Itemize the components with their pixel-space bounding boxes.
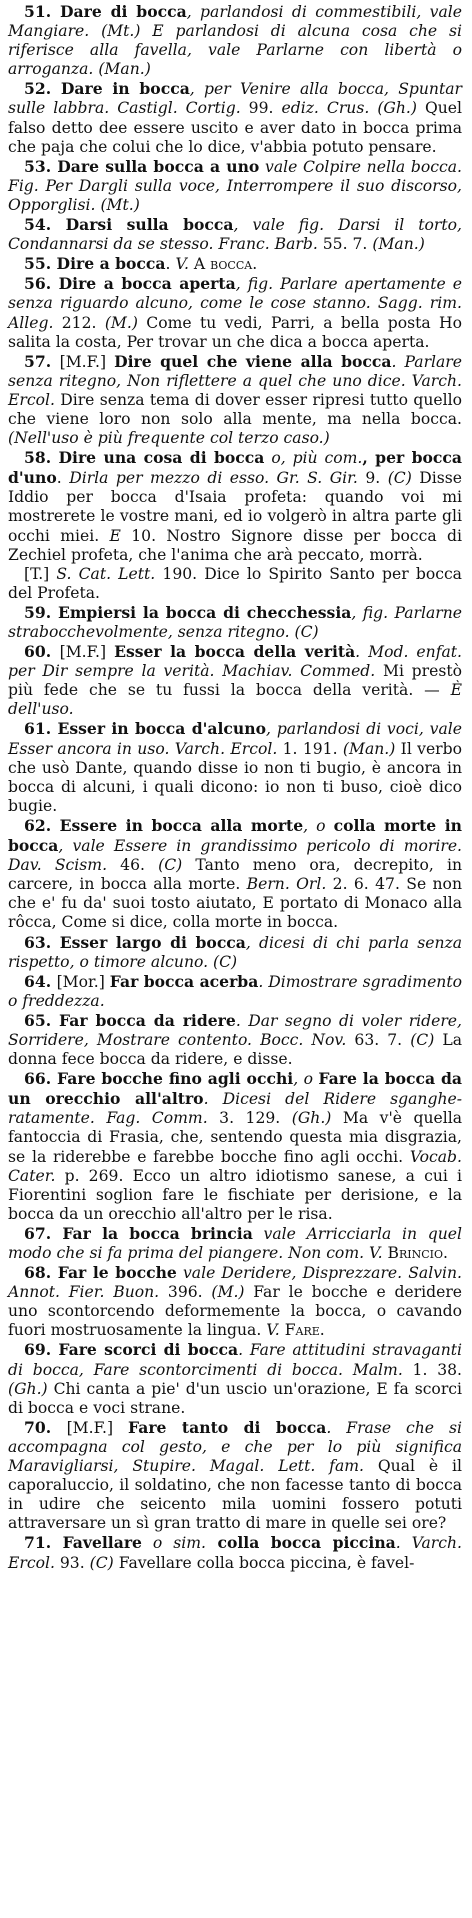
entry-text-segment: (M.) — [104, 313, 138, 332]
dictionary-entry — [8, 972, 462, 1011]
entry-text-segment: 1. 191. — [277, 739, 343, 758]
entry-text-segment: Il verbo che usò Dante, quando disse io non ti bugio, è ancora in bocca di alcuni, i quali dicono: io non ti buso, cioè dico bugie. — [8, 739, 462, 815]
entry-text-segment: Fare la bocca da un orecchio all'altro — [8, 1069, 463, 1109]
entry-text-segment: 61. Esser in bocca d'alcuno — [24, 719, 266, 739]
entry-text-segment: (C) — [410, 1030, 435, 1049]
dictionary-entry — [8, 254, 462, 274]
entry-text-segment: . Parlare senza ritegno, Non riflettere a quel che uno dice. Varch. Ercol. — [8, 352, 462, 409]
dictionary-entry — [8, 642, 462, 719]
entry-text-segment: Disse Iddio per bocca d'Isaia profeta: quando voi mi mostrerete le vostre mani, ed io volgerò in altra parte gli occhi miei. — [8, 469, 463, 545]
dictionary-entry — [8, 933, 462, 972]
entry-text-segment: 99. — [240, 99, 282, 118]
entry-text-segment: 57. — [24, 351, 60, 371]
dictionary-entry — [8, 1263, 462, 1340]
entry-text-segment: 65. Far bocca da ridere — [24, 1010, 236, 1030]
entry-text-segment: 60. — [24, 642, 60, 662]
entry-text-segment: E parlandosi di alcuna cosa che si riferisce alla favella, vale Parlarne con libertà o arroganza. (Man.) — [8, 22, 462, 79]
entry-text-segment: 55. 7. — [317, 235, 373, 254]
dictionary-entry — [8, 274, 462, 351]
entry-text-segment: , per Venire alla bocca, Spuntar sulle labbra. Castigl. Cortig. — [8, 80, 462, 118]
dictionary-entry — [8, 816, 462, 933]
entry-text-segment: (Nell'uso è più frequente col terzo caso.) — [8, 429, 330, 448]
entry-text-segment: 46. — [107, 856, 159, 875]
entry-text-segment: 67. Far la bocca brincia — [24, 1223, 253, 1243]
entry-text-segment: colla bocca piccina — [206, 1533, 396, 1553]
dictionary-entry — [8, 157, 462, 215]
entry-text-segment: . Mod. enfat. per Dir sempre la verità. Machiav. Commed. — [8, 643, 462, 681]
entry-text-segment: Esser la bocca della verità — [114, 642, 356, 662]
entry-text-segment: (C) — [89, 1553, 114, 1572]
entry-text-segment: Dire senza tema di dover esser ripresi tutto quello che viene loro non solo alla mente, ma nella bocca. — [8, 390, 462, 428]
entry-text-segment: , fig. Parlarne strabocchevolmente, senza ritegno. (C) — [8, 603, 462, 641]
entry-text-segment: V. — [266, 1321, 280, 1340]
entry-text-segment: . Dicesi del Ridere sgangheratamente. Fag. Comm. — [8, 1090, 462, 1128]
entry-text-segment: Brincio. — [382, 1244, 448, 1262]
entry-text-segment: [M.F.] — [66, 1418, 129, 1437]
dictionary-entry — [8, 215, 462, 254]
entry-text-segment: [Mor.] — [56, 972, 110, 991]
entry-text-segment — [140, 22, 152, 40]
dictionary-entry — [8, 1069, 462, 1224]
entry-text-segment: Fare tanto di bocca — [128, 1417, 327, 1437]
entry-text-segment: (M.) — [211, 1283, 245, 1302]
entry-text-segment: 71. Favellare — [24, 1533, 142, 1553]
entry-text-segment: Ma v'è quella fantoccia di Frasia, che, sentendo questa mia disgrazia, se la riderebbe e farebbe bocche fino agli occhi. — [8, 1109, 462, 1166]
entry-text-segment: , parlandosi di voci, vale Esser ancora in uso. Varch. Ercol. — [8, 720, 462, 758]
entry-text-segment: , per bocca d'uno — [8, 448, 462, 488]
entry-text-segment: 69. Fare scorci di bocca — [24, 1340, 239, 1360]
entry-text-segment: (Man.) — [372, 235, 425, 254]
entry-text-segment: . — [56, 469, 70, 488]
entry-text-segment: . Dimostrare sgradimento o freddezza. — [8, 972, 462, 1010]
entry-text-segment: vale Deridere, Disprezzare. Salvin. Annot. Fier. Buon. — [8, 1264, 462, 1302]
entry-text-segment: 70. — [24, 1417, 67, 1437]
entry-text-segment: 66. Fare bocche fino agli occhi — [24, 1069, 294, 1089]
entry-text-segment: Chi canta a pie' d'un uscio un'orazione, E fa scorci di bocca e voci strane. — [8, 1379, 462, 1417]
entry-text-segment: E — [109, 526, 121, 545]
entry-text-segment: 56. Dire a bocca aperta — [24, 274, 236, 294]
entry-text-segment: , dicesi di chi parla senza rispetto, o timore alcuno. (C) — [8, 933, 463, 971]
entry-text-segment: vale Colpire nella bocca. — [259, 157, 463, 176]
entry-text-segment: , vale Essere in grandissimo pericolo di morire. Dav. Scism. — [8, 837, 462, 875]
entry-text-segment: V. — [369, 1244, 383, 1262]
entry-text-segment: 58. Dire una cosa di bocca — [24, 448, 265, 468]
entry-text-segment: 9. — [357, 469, 388, 488]
entry-text-segment: 51. Dare di bocca — [24, 2, 187, 21]
entry-text-segment: p. 269. Ecco un altro idiotismo sanese, a cui i Fiorentini soglion fare le fischiate per derisione, e la bocca da un orecchio all'altro per le risa. — [8, 1166, 462, 1223]
dictionary-entry — [8, 79, 462, 156]
entry-text-segment: . Frase che si accompagna col gesto, e che per lo più significa Maravigliarsi, Stupire. Magal. Lett. fam. — [8, 1418, 463, 1476]
entry-text-segment: 93. — [54, 1553, 90, 1572]
entry-text-segment: Tanto meno ora, decrepito, in carcere, in bocca alla morte. — [8, 856, 463, 894]
entry-text-segment: (Man.) — [342, 739, 396, 758]
dictionary-entry — [8, 1011, 462, 1069]
dictionary-entry — [8, 603, 462, 642]
entry-text-segment: A bocca. — [188, 255, 258, 274]
entry-text-segment: ediz. Crus. (Gh.) — [281, 99, 417, 118]
dictionary-entry — [8, 1418, 462, 1534]
entry-text-segment: , fig. Parlare apertamente e senza riguardo alcuno, come le cose stanno. Sagg. rim. Alleg. — [8, 275, 462, 332]
entry-text-segment: Far le bocche e deridere uno scontorcendo deformemente la bocca, o cavando fuori mostruosamente la lingua. — [8, 1283, 462, 1340]
entry-text-segment: 2. 6. 47. Se non che e' fu da' suoi tosto aiutato, E portato di Monaco alla rôcca, Come si dice, colla morte in bocca. — [8, 875, 462, 932]
entry-text-segment: Dirla per mezzo di esso. Gr. S. Gir. — [69, 469, 358, 488]
entry-text-segment: [T.] — [24, 564, 57, 583]
entry-text-segment: 62. Essere in bocca alla morte — [24, 815, 304, 835]
entry-text-segment: 396. — [159, 1283, 212, 1302]
entry-text-segment: (Gh.) — [8, 1379, 48, 1398]
entry-text-segment: Mi prestò più fede che se tu fussi la bocca della verità. — — [8, 662, 462, 700]
entry-text-segment: Favellare colla bocca piccina, è favel- — [113, 1553, 415, 1572]
dictionary-entry — [8, 352, 462, 448]
entry-text-segment: Dire quel che viene alla bocca — [114, 351, 392, 371]
entry-text-segment: 63. Esser largo di bocca — [24, 932, 246, 952]
entry-text-segment: 3. 129. — [207, 1109, 292, 1128]
entry-text-segment: 68. Far le bocche — [24, 1263, 177, 1283]
entry-text-segment: [M.F.] — [59, 643, 115, 662]
entry-text-segment: 63. 7. — [346, 1030, 411, 1049]
entry-text-segment: (C) — [158, 856, 183, 875]
entry-text-segment: vale Arricciarla in quel modo che si fa prima del piangere. Non com. — [8, 1224, 462, 1262]
dictionary-entry — [8, 1340, 462, 1417]
entry-text-segment: . — [165, 255, 176, 274]
entry-text-segment: (Gh.) — [291, 1109, 332, 1128]
entry-text-segment: 10. Nostro Signore disse per bocca di Zechiel profeta, che l'anima che arà peccato, morrà. — [8, 526, 462, 564]
entry-text-segment: 190. Dice lo Spirito Santo per bocca del Profeta. — [8, 564, 462, 602]
entry-text-segment: . Varch. Ercol. — [8, 1534, 462, 1572]
entry-text-segment: V. — [175, 255, 189, 274]
entry-text-segment: 64. — [24, 971, 57, 991]
entry-text-segment: 55. Dire a bocca — [24, 254, 166, 274]
entry-text-segment: . Fare attitudini stravaganti di bocca, Fare scontorcimenti di bocca. Malm. — [8, 1341, 462, 1379]
entry-text-segment: Fig. Per Dargli sulla voce, Interrompere il suo discorso, Opporglisi. (Mt.) — [8, 176, 462, 214]
entry-text-segment: , o — [293, 1070, 319, 1089]
entry-text-segment: 54. Darsi sulla bocca — [24, 215, 234, 235]
entry-text-segment: Vocab. Cater. — [8, 1147, 462, 1185]
entry-text-segment: 212. — [53, 313, 105, 332]
dictionary-entry — [8, 1533, 462, 1572]
entry-text-segment: Bern. Orl. — [246, 875, 327, 894]
entry-text-segment: colla morte in bocca — [8, 815, 462, 856]
entry-text-segment: Come tu vedi, Parri, a bella posta Ho salita la costa, Per trovar un che dica a bocca aperta. — [8, 313, 463, 351]
dictionary-entry — [8, 2, 462, 79]
entry-text-segment: Fare. — [279, 1321, 325, 1340]
entry-text-segment: 59. Empiersi la bocca di checchessia — [24, 602, 352, 622]
entry-text-segment: Qual è il caporaluccio, il soldatino, che non facesse tanto di bocca in udire che seicento mila uomini fossero potuti attraversare un sì gran tratto di mare in quelle sei ore? — [8, 1457, 462, 1533]
entry-text-segment: , vale fig. Darsi il torto, Condannarsi da se stesso. Franc. Barb. — [8, 216, 462, 254]
entry-text-segment: o, più com. — [264, 449, 363, 468]
entry-text-segment: 1. 38. — [402, 1360, 462, 1379]
entry-text-segment: 52. Dare in bocca — [24, 79, 190, 99]
entry-text-segment: o sim. — [141, 1534, 207, 1553]
dictionary-entry — [8, 719, 462, 815]
entry-text-segment: È dell'uso. — [8, 681, 462, 719]
entry-text-segment: (C) — [387, 469, 412, 488]
entry-text-segment: La donna fece bocca da ridere, e disse. — [8, 1030, 462, 1069]
dictionary-entry — [8, 448, 462, 565]
entry-text-segment: 53. Dare sulla bocca a uno — [24, 156, 260, 176]
entry-text-segment: S. Cat. Lett. — [56, 564, 156, 583]
entry-text-segment: , o — [303, 816, 334, 835]
dictionary-entry — [8, 1224, 462, 1263]
entry-text-segment: . Dar segno di voler ridere, Sorridere, Mostrare contento. Bocc. Nov. — [8, 1011, 462, 1049]
entry-text-segment: , parlandosi di commestibili, vale Mangiare. (Mt.) — [8, 3, 463, 41]
entry-text-segment: Far bocca acerba — [109, 971, 259, 991]
entry-text-segment: [M.F.] — [59, 352, 115, 371]
dictionary-entry — [8, 565, 462, 603]
entry-text-segment: Quel falso detto dee essere uscito e aver dato in bocca prima che paja che colui che lo dice, v'abbia potuto pensare. — [8, 99, 463, 156]
